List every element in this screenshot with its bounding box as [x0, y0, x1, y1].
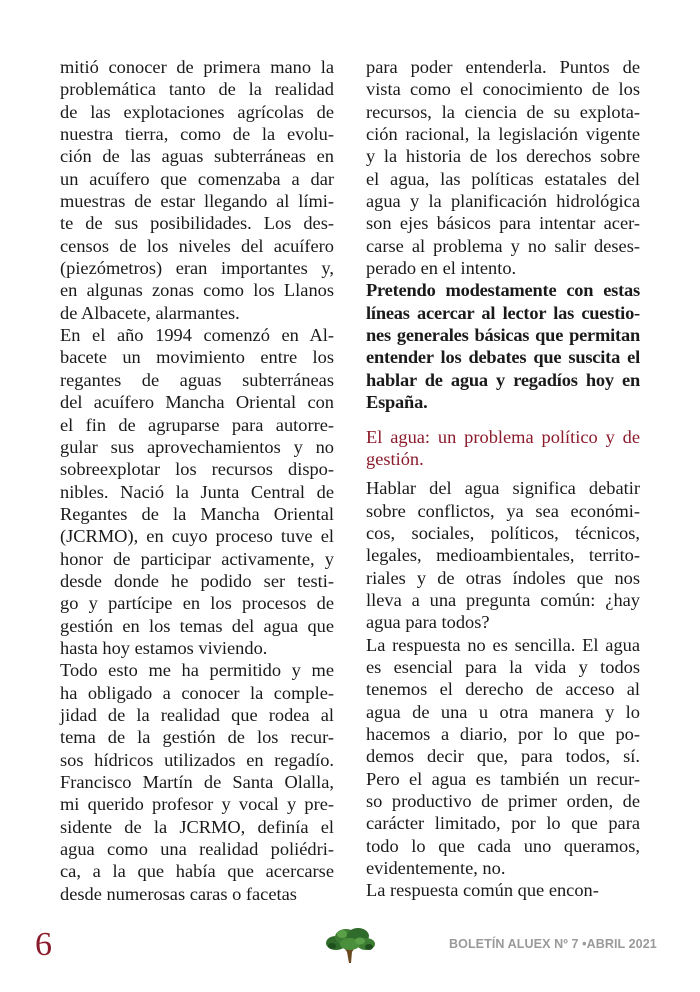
paragraph	[60, 56, 334, 324]
text-line: Regantes de la Mancha Oriental	[60, 503, 334, 524]
right-column	[366, 56, 640, 902]
text-line: es esencial para la vida y todos	[366, 656, 640, 677]
text-line: ha obligado a conocer la comple-	[60, 682, 334, 703]
text-line: En el año 1994 comenzó en Al-	[60, 325, 334, 346]
text-line: regantes de aguas subterráneas	[60, 369, 334, 390]
text-line: Francisco Martín de Santa Olalla,	[60, 772, 334, 792]
text-line: desde numerosas caras o facetas	[60, 883, 297, 904]
text-line: el agua, las políticas estatales del	[366, 168, 640, 189]
text-line: nes generales básicas que permitan	[366, 325, 640, 346]
page-number: 6	[35, 926, 52, 963]
text-line: del acuífero Mancha Oriental con	[60, 392, 334, 413]
publication-info: BOLETÍN ALUEX Nº 7 •ABRIL 2021	[449, 937, 657, 951]
paragraph	[366, 634, 640, 880]
paragraph	[366, 477, 640, 633]
paragraph	[60, 324, 334, 659]
text-line: España.	[366, 392, 428, 413]
text-line: La respuesta común que encon-	[366, 880, 599, 901]
text-line: problemática tanto de la realidad	[60, 79, 334, 100]
text-line: Hablar del agua significa debatir	[366, 478, 640, 499]
text-line: sobreexplotar los recursos dispo-	[60, 459, 334, 480]
tree-icon	[322, 926, 378, 964]
text-line: te de sus posibilidades. Los des-	[60, 213, 334, 234]
text-line: agua y la planificación hidrológica	[366, 191, 640, 212]
left-column	[60, 56, 334, 905]
text-line: muestras de estar llegando al lími-	[60, 191, 334, 212]
text-line: ca, a la que había que acercarse	[60, 861, 334, 882]
paragraph	[60, 659, 334, 905]
text-line: líneas acercar al lector las cuestio-	[366, 302, 640, 323]
text-line: vista como el conocimiento de los	[366, 79, 640, 100]
text-line: hasta hoy estamos viviendo.	[60, 637, 268, 658]
text-line: go y partícipe en los procesos de	[60, 593, 334, 614]
text-line: gestión.	[366, 448, 424, 469]
text-line: agua para todos?	[366, 612, 490, 633]
text-line: bacete un movimiento entre los	[60, 347, 334, 368]
text-line: ción racional, la legislación vigente	[366, 124, 640, 145]
text-line: Pretendo modestamente con estas	[366, 280, 640, 301]
text-line: La respuesta no es sencilla. El agua	[366, 634, 640, 655]
text-line: so productivo de primer orden, de	[366, 791, 640, 811]
bold-intro-paragraph	[366, 279, 640, 413]
text-line: (piezómetros) eran importantes y,	[60, 258, 334, 279]
text-line: tema de la gestión de los recur-	[60, 727, 334, 748]
text-line: cos, sociales, políticos, técnicos,	[366, 522, 640, 543]
text-line: carse al problema y no salir deses-	[366, 235, 640, 256]
text-line: hacemos a diario, por lo que po-	[366, 723, 640, 744]
text-line: sidente de la JCRMO, definía el	[60, 816, 334, 837]
text-line: tenemos el derecho de acceso al	[366, 679, 640, 700]
text-line: nibles. Nació la Junta Central de	[60, 481, 334, 502]
text-line: para poder entenderla. Puntos de	[366, 57, 640, 77]
text-line: Pero el agua es también un recur-	[366, 768, 640, 789]
text-line: todo lo que cada uno queramos,	[366, 835, 640, 856]
text-line: recursos, la ciencia de su explota-	[366, 101, 640, 122]
text-line: agua de una u otra manera y lo	[366, 701, 640, 722]
text-line: perado en el intento.	[366, 258, 517, 279]
text-line: jidad de la realidad que rodea al	[60, 704, 334, 725]
text-line: nuestra tierra, como de la evolu-	[60, 124, 334, 145]
text-line: evidentemente, no.	[366, 858, 506, 879]
text-line: agua como una realidad poliédri-	[60, 839, 334, 860]
paragraph	[366, 56, 640, 279]
paragraph	[366, 879, 640, 901]
text-line: legales, medioambientales, territo-	[366, 545, 640, 566]
text-line: gestión en los temas del agua que	[60, 615, 334, 636]
text-line: sos hídricos utilizados en regadío.	[60, 749, 334, 770]
text-line: (JCRMO), en cuyo proceso tuve el	[60, 526, 334, 547]
text-line: sobre conflictos, ya sea económi-	[366, 500, 640, 521]
text-line: carácter limitado, por lo que para	[366, 813, 640, 834]
text-line: censos de los niveles del acuífero	[60, 235, 334, 256]
text-line: gular sus aprovechamientos y no	[60, 436, 334, 457]
text-line: y la historia de los derechos sobre	[366, 146, 640, 167]
text-line: honor de participar activamente, y	[60, 548, 334, 569]
text-line: de las explotaciones agrícolas de	[60, 101, 334, 122]
text-line: un acuífero que comenzaba a dar	[60, 168, 334, 189]
text-line: riales y de otras índoles que nos	[366, 567, 640, 588]
text-line: hablar de agua y regadíos hoy en	[366, 369, 640, 390]
text-line: ción de las aguas subterráneas en	[60, 146, 334, 167]
text-line: mi querido profesor y vocal y pre-	[60, 794, 334, 815]
text-line: entender los debates que suscita el	[366, 347, 640, 368]
text-line: son ejes básicos para intentar acer-	[366, 213, 640, 234]
section-heading	[366, 426, 640, 471]
text-line: desde donde he podido ser testi-	[60, 570, 334, 591]
text-line: mitió conocer de primera mano la	[60, 57, 334, 77]
text-line: Todo esto me ha permitido y me	[60, 660, 334, 681]
text-line: El agua: un problema político y de	[366, 426, 640, 447]
text-line: demos decir que, para todos, sí.	[366, 746, 640, 767]
text-line: lleva a una pregunta común: ¿hay	[366, 589, 640, 610]
text-line: en algunas zonas como los Llanos	[60, 280, 334, 301]
text-line: de Albacete, alarmantes.	[60, 302, 240, 323]
text-line: el fin de agruparse para autorre-	[60, 414, 334, 435]
